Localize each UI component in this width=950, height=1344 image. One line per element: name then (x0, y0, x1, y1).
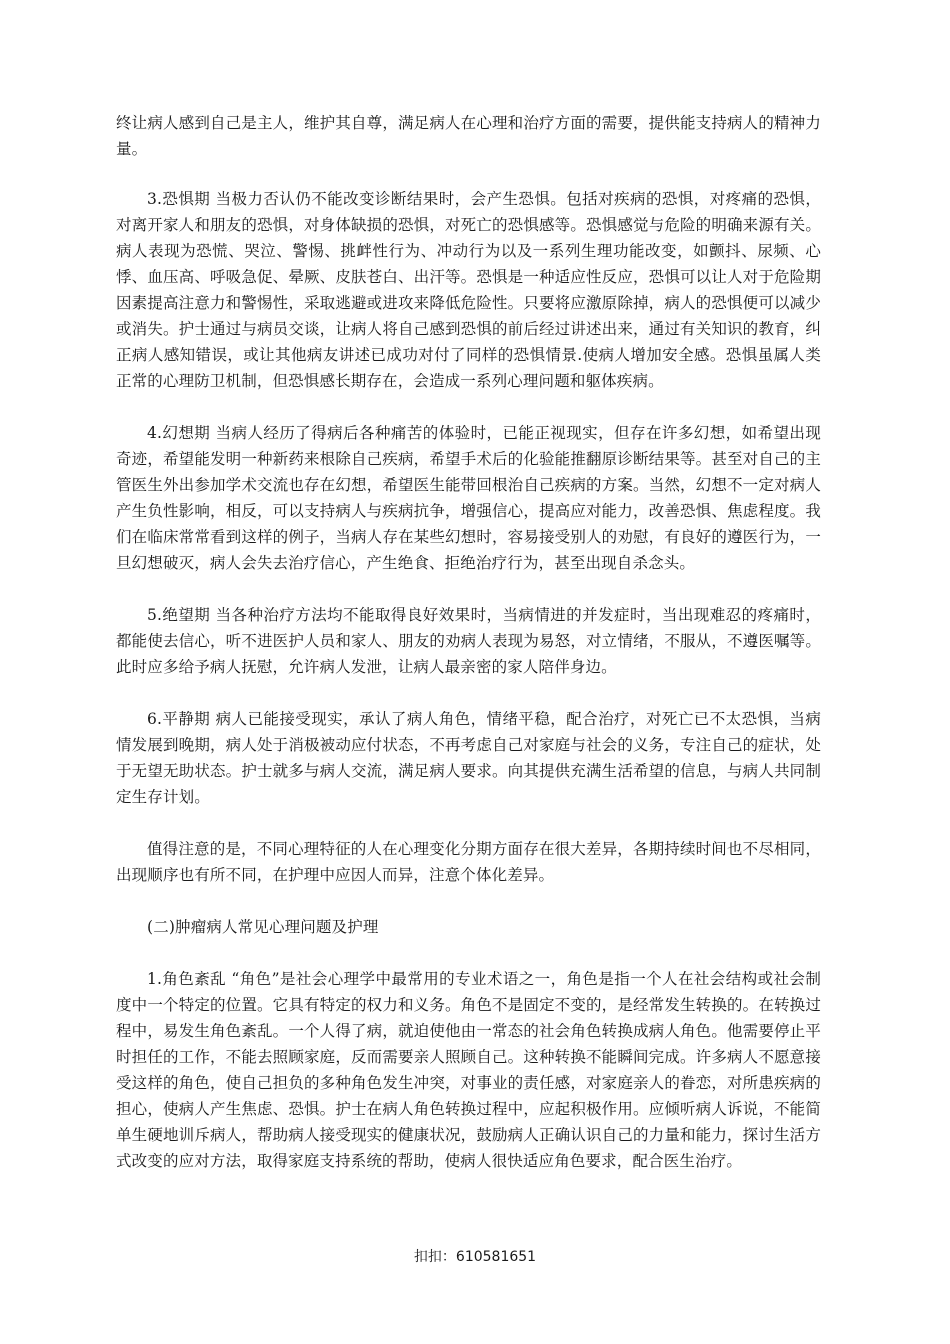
section-heading: (二)肿瘤病人常见心理问题及护理 (147, 918, 379, 936)
paragraph-note: 值得注意的是，不同心理特征的人在心理变化分期方面存在很大差异，各期持续时间也不尽相同，出现顺序也有所不同，在护理中应因人而异，注意个体化差异。 (116, 840, 821, 884)
paragraph-fear-stage: 3.恐惧期 当极力否认仍不能改变诊断结果时，会产生恐惧。包括对疾病的恐惧，对疼痛的恐惧，对离开家人和朋友的恐惧，对身体缺损的恐惧，对死亡的恐惧感等。恐惧感觉与危险的明确来源有关。病人表现为恐慌、哭泣、警惕、挑衅性行为、冲动行为以及一系列生理功能改变，如颤抖、尿频、心悸、血压高、呼吸急促、晕厥、皮肤苍白、出汗等。恐惧是一种适应性反应，恐惧可以让人对于危险期因素提高注意力和警惕性，采取逃避或进攻来降低危险性。只要将应激原除掉，病人的恐惧便可以减少或消失。护士通过与病员交谈，让病人将自己感到恐惧的前后经过讲述出来，通过有关知识的教育，纠正病人感知错误，或让其他病友讲述已成功对付了同样的恐惧情景.使病人增加安全感。恐惧虽属人类正常的心理防卫机制，但恐惧感长期存在，会造成一系列心理问题和躯体疾病。 (116, 190, 821, 390)
paragraph-calm-stage: 6.平静期 病人已能接受现实，承认了病人角色，情绪平稳，配合治疗，对死亡已不太恐惧，当病情发展到晚期，病人处于消极被动应付状态，不再考虑自己对家庭与社会的义务，专注自己的症状，处于无望无助状态。护士就多与病人交流，满足病人要求。向其提供充满生活希望的信息，与病人共同制定生存计划。 (116, 710, 821, 806)
footer-contact: 扣扣：610581651 (413, 1249, 537, 1265)
paragraph-despair-stage: 5.绝望期 当各种治疗方法均不能取得良好效果时，当病情进的并发症时，当出现难忍的疼痛时，都能使去信心，听不进医护人员和家人、朋友的劝病人表现为易怒，对立情绪，不服从，不遵医嘱等。此时应多给予病人抚慰，允许病人发泄，让病人最亲密的家人陪伴身边。 (116, 606, 821, 676)
document-body (116, 110, 821, 1200)
paragraph-continuation: 终让病人感到自己是主人，维护其自尊，满足病人在心理和治疗方面的需要，提供能支持病人的精神力量。 (116, 114, 821, 158)
paragraph-role-disorder: 1.角色紊乱 “角色”是社会心理学中最常用的专业术语之一，角色是指一个人在社会结构或社会制度中一个特定的位置。它具有特定的权力和义务。角色不是固定不变的，是经常发生转换的。在转换过程中，易发生角色紊乱。一个人得了病，就迫使他由一常态的社会角色转换成病人角色。他需要停止平时担任的工作，不能去照顾家庭，反而需要亲人照顾自己。这种转换不能瞬间完成。许多病人不愿意接受这样的角色，使自己担负的多种角色发生冲突，对事业的责任感，对家庭亲人的眷恋，对所患疾病的担心，使病人产生焦虑、恐惧。护士在病人角色转换过程中，应起积极作用。应倾听病人诉说，不能简单生硬地训斥病人，帮助病人接受现实的健康状况，鼓励病人正确认识自己的力量和能力，探讨生活方式改变的应对方法，取得家庭支持系统的帮助，使病人很快适应角色要求，配合医生治疗。 (116, 970, 821, 1170)
paragraph-fantasy-stage: 4.幻想期 当病人经历了得病后各种痛苦的体验时，已能正视现实，但存在许多幻想，如希望出现奇迹，希望能发明一种新药来根除自己疾病，希望手术后的化验能推翻原诊断结果等。甚至对自己的主管医生外出参加学术交流也存在幻想，希望医生能带回根治自己疾病的方案。当然，幻想不一定对病人产生负性影响，相反，可以支持病人与疾病抗争，增强信心，提高应对能力，改善恐惧、焦虑程度。我们在临床常常看到这样的例子，当病人存在某些幻想时，容易接受别人的劝慰，有良好的遵医行为，一旦幻想破灭，病人会失去治疗信心，产生绝食、拒绝治疗行为，甚至出现自杀念头。 (116, 424, 821, 572)
